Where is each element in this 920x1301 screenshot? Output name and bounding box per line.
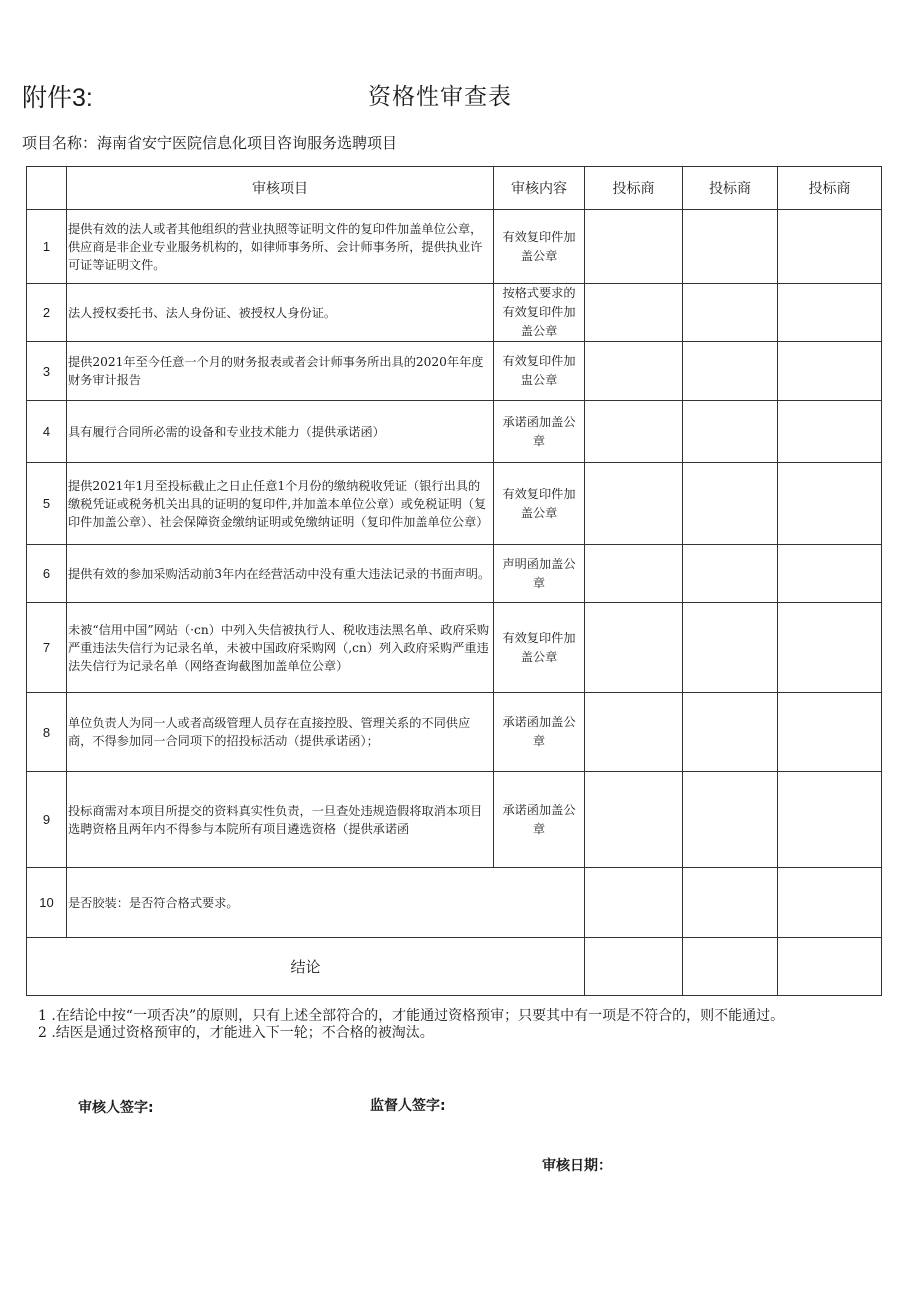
review-content: 承诺函加盖公章: [494, 401, 585, 463]
bidder-cell[interactable]: [778, 401, 882, 463]
row-number: 7: [27, 603, 67, 693]
review-item: 提供2021年1月至投标截止之日止任意1个月份的缴纳税收凭证（银行出具的缴税凭证或税务机关出具的证明的复印件,并加盖本单位公章）或免税证明（复印件加盖公章）、社会保障资金缴纳证明或免缴纳证明（复印件加盖单位公章）: [67, 463, 494, 545]
table-row: [27, 210, 882, 284]
bidder-cell[interactable]: [585, 772, 683, 868]
bidder-cell[interactable]: [778, 868, 882, 938]
header-bidder-3: 投标商: [778, 167, 882, 210]
review-content: 承诺函加盖公章: [494, 772, 585, 868]
table-row: [27, 401, 882, 463]
review-item: 法人授权委托书、法人身份证、被授权人身份证。: [67, 284, 494, 342]
bidder-cell[interactable]: [585, 284, 683, 342]
table-row: [27, 868, 882, 938]
review-item: 具有履行合同所必需的设备和专业技术能力（提供承诺函）: [67, 401, 494, 463]
review-content: 有效复印件加盖公章: [494, 603, 585, 693]
bidder-cell[interactable]: [683, 868, 778, 938]
row-number: 3: [27, 342, 67, 401]
review-content: 按格式要求的有效复印件加盖公章: [494, 284, 585, 342]
row-number: 6: [27, 545, 67, 603]
note-2: 2 .结医是通过资格预审的，才能进入下一轮；不合格的被淘汰。: [38, 1025, 434, 1041]
bidder-cell[interactable]: [778, 284, 882, 342]
table-row: [27, 463, 882, 545]
table-header-row: [27, 167, 882, 210]
row-number: 2: [27, 284, 67, 342]
bidder-cell[interactable]: [683, 210, 778, 284]
table-row: [27, 693, 882, 772]
qualification-table: [26, 166, 882, 996]
bidder-cell[interactable]: [683, 545, 778, 603]
bidder-cell[interactable]: [585, 401, 683, 463]
table-row: [27, 772, 882, 868]
review-item: 投标商需对本项目所提交的资料真实性负责，一旦查处违规造假将取消本项目选聘资格且两年内不得参与本院所有项目遴选资格（提供承诺函: [67, 772, 494, 868]
verdict-row: [27, 938, 882, 996]
row-number: 9: [27, 772, 67, 868]
bidder-cell[interactable]: [683, 772, 778, 868]
review-item: 提供有效的参加采购活动前3年内在经营活动中没有重大违法记录的书面声明。: [67, 545, 494, 603]
bidder-cell[interactable]: [585, 463, 683, 545]
row-number: 8: [27, 693, 67, 772]
header-bidder-2: 投标商: [683, 167, 778, 210]
bidder-cell[interactable]: [585, 342, 683, 401]
review-item: 未被“信用中国”网站（·cn）中列入失信被执行人、税收违法黑名单、政府采购严重违法失信行为记录名单，未被中国政府采购网（,cn）列入政府采购严重违法失信行为记录名单（网络查询截图加盖单位公章）: [67, 603, 494, 693]
bidder-cell[interactable]: [778, 463, 882, 545]
row-number: 1: [27, 210, 67, 284]
review-item: 提供2021年至今任意一个月的财务报表或者会计师事务所出具的2020年年度财务审计报告: [67, 342, 494, 401]
bidder-cell[interactable]: [683, 342, 778, 401]
row-number: 4: [27, 401, 67, 463]
bidder-cell[interactable]: [585, 693, 683, 772]
bidder-cell[interactable]: [683, 693, 778, 772]
verdict-cell[interactable]: [778, 938, 882, 996]
bidder-cell[interactable]: [778, 342, 882, 401]
header-bidder-1: 投标商: [585, 167, 683, 210]
project-name: 项目名称：海南省安宁医院信息化项目咨询服务选聘项目: [22, 134, 398, 152]
review-item: 单位负责人为同一人或者高级管理人员存在直接控股、管理关系的不同供应商，不得参加同一合同项下的招投标活动（提供承诺函）；: [67, 693, 494, 772]
bidder-cell[interactable]: [778, 772, 882, 868]
bidder-cell[interactable]: [585, 545, 683, 603]
verdict-cell[interactable]: [585, 938, 683, 996]
bidder-cell[interactable]: [585, 603, 683, 693]
review-content: 承诺函加盖公章: [494, 693, 585, 772]
attachment-label: 附件3:: [22, 84, 93, 112]
bidder-cell[interactable]: [683, 603, 778, 693]
bidder-cell[interactable]: [585, 868, 683, 938]
notes: [38, 1008, 868, 1042]
table-row: [27, 545, 882, 603]
review-date-label: 审核日期：: [542, 1158, 612, 1174]
verdict-cell[interactable]: [683, 938, 778, 996]
review-item: 是否胶装：是否符合格式要求。: [67, 868, 585, 938]
review-content: 有效复印件加盖公章: [494, 210, 585, 284]
review-content: 有效复印件加盅公章: [494, 342, 585, 401]
review-content: 声明函加盖公章: [494, 545, 585, 603]
bidder-cell[interactable]: [778, 210, 882, 284]
header-review-content: 审核内容: [494, 167, 585, 210]
review-item: 提供有效的法人或者其他组织的营业执照等证明文件的复印件加盖单位公章，供应商是非企业专业服务机构的，如律师事务所、会计师事务所，提供执业许可证等证明文件。: [67, 210, 494, 284]
row-number: 10: [27, 868, 67, 938]
bidder-cell[interactable]: [778, 603, 882, 693]
bidder-cell[interactable]: [683, 284, 778, 342]
reviewer-signature-label: 审核人签字:: [78, 1100, 154, 1116]
verdict-label: 结论: [27, 938, 585, 996]
review-content: 有效复印件加盖公章: [494, 463, 585, 545]
header-review-item: 审核项目: [67, 167, 494, 210]
bidder-cell[interactable]: [683, 401, 778, 463]
bidder-cell[interactable]: [778, 693, 882, 772]
page-title: 资格性审查表: [368, 84, 512, 110]
header-no: [27, 167, 67, 210]
row-number: 5: [27, 463, 67, 545]
note-1: 1 .在结论中按“一项否决”的原则，只有上述全部符合的，才能通过资格预审；只要其中有一项是不符合的，则不能通过。: [38, 1008, 785, 1024]
table-row: [27, 342, 882, 401]
bidder-cell[interactable]: [778, 545, 882, 603]
table-row: [27, 284, 882, 342]
bidder-cell[interactable]: [683, 463, 778, 545]
table-row: [27, 603, 882, 693]
supervisor-signature-label: 监督人签字:: [370, 1098, 446, 1114]
bidder-cell[interactable]: [585, 210, 683, 284]
